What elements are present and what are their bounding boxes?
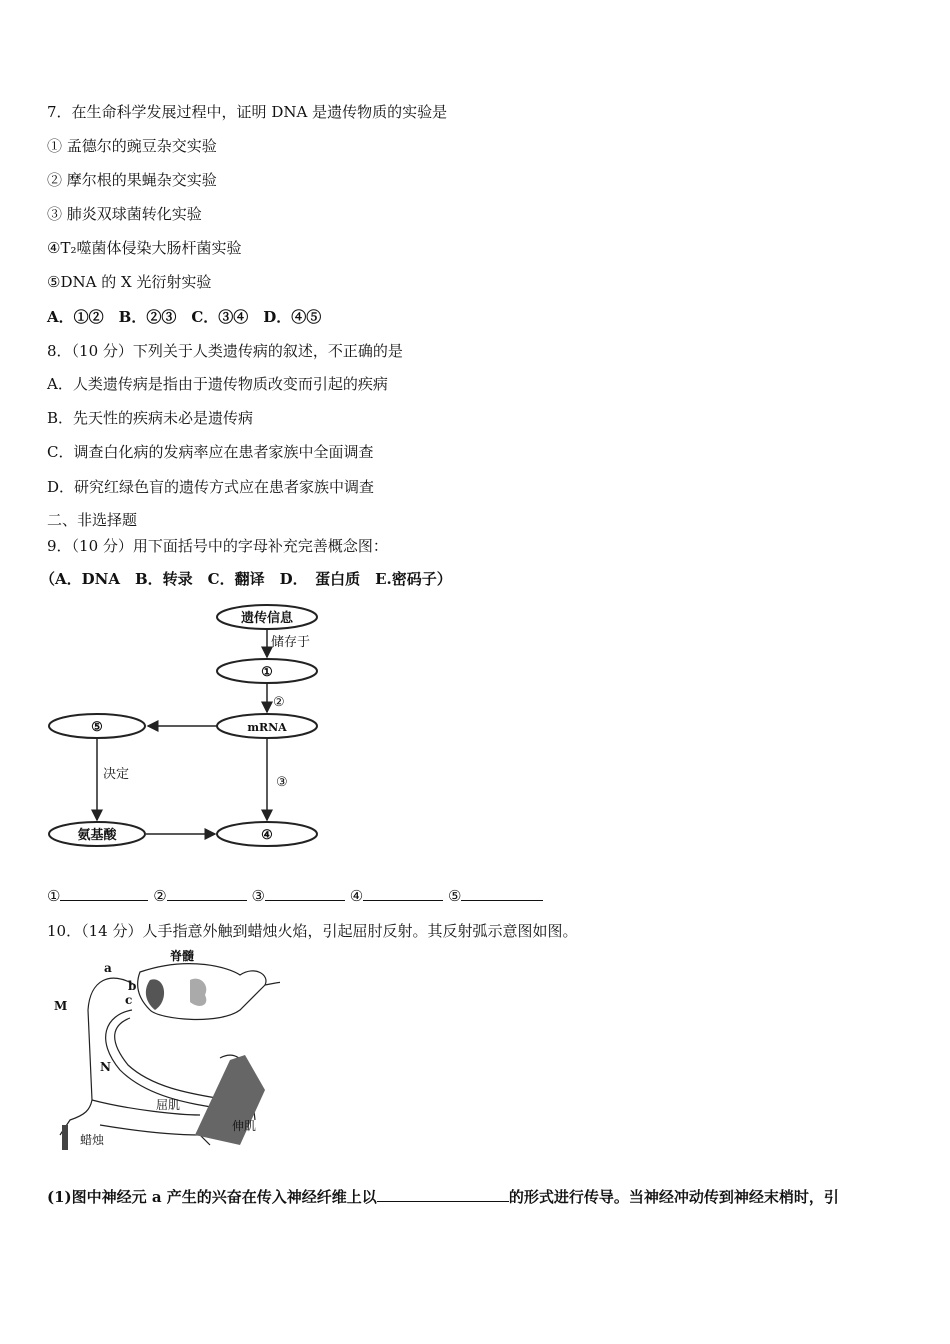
answer-blank[interactable] <box>265 886 345 901</box>
label-extensor: 伸肌 <box>232 1119 257 1133</box>
answer-blank[interactable] <box>60 886 148 901</box>
edge-label: ② <box>273 695 285 710</box>
edge-label: 决定 <box>103 767 130 782</box>
blank-label: ③ <box>251 887 265 905</box>
node-label: ④ <box>261 828 273 843</box>
label-spinal: 脊髓 <box>170 949 195 963</box>
q7-item: ④T₂噬菌体侵染大肠杆菌实验 <box>47 239 242 257</box>
q10-stem: 10．（14 分）人手指意外触到蜡烛火焰，引起屈肘反射。其反射弧示意图如图。 <box>47 922 578 940</box>
q7-item: ① 孟德尔的豌豆杂交实验 <box>47 137 217 155</box>
q9-blanks <box>47 886 543 906</box>
label-c: c <box>125 993 133 1007</box>
answer-blank[interactable] <box>363 886 443 901</box>
node-label: ⑤ <box>91 720 103 735</box>
label-a: a <box>104 961 112 975</box>
blank-label: ⑤ <box>447 887 462 905</box>
q7-item: ⑤DNA 的 X 光衍射实验 <box>47 273 212 291</box>
sub1-text: (1)图中神经元 a 产生的兴奋在传入神经纤维上以 <box>47 1188 377 1206</box>
q8-option: B．先天性的疾病未必是遗传病 <box>47 409 254 427</box>
q7-stem: 7．在生命科学发展过程中，证明 DNA 是遗传物质的实验是 <box>47 103 448 121</box>
label-candle: 蜡烛 <box>80 1133 105 1147</box>
q10-sub1 <box>47 1187 839 1207</box>
q8-option: A．人类遗传病是指由于遗传物质改变而引起的疾病 <box>47 375 388 393</box>
answer-blank[interactable] <box>377 1187 509 1202</box>
q8-option: D．研究红绿色盲的遗传方式应在患者家族中调查 <box>47 478 375 496</box>
label-flexor: 屈肌 <box>156 1098 181 1112</box>
q7-item: ③ 肺炎双球菌转化实验 <box>47 205 202 223</box>
section-heading: 二、非选择题 <box>47 511 138 529</box>
q7-item: ② 摩尔根的果蝇杂交实验 <box>47 171 217 189</box>
q9-choices: （A．DNA B．转录 C．翻译 D． 蛋白质 E.密码子） <box>40 570 452 588</box>
sub1-text: 的形式进行传导。当神经冲动传到神经末梢时，引 <box>508 1188 839 1206</box>
node-label: ① <box>261 665 273 680</box>
label-M: M <box>54 999 68 1013</box>
blank-label: ④ <box>349 887 364 905</box>
spinal-gray-matter <box>146 979 164 1010</box>
q7-options: A．①② B．②③ C．③④ D．④⑤ <box>47 308 322 326</box>
node-label: mRNA <box>247 721 287 734</box>
answer-blank[interactable] <box>167 886 247 901</box>
q8-option: C．调查白化病的发病率应在患者家族中全面调查 <box>47 443 374 461</box>
blank-label: ② <box>153 887 167 905</box>
node-label: 遗传信息 <box>240 611 294 626</box>
reflex-arc-figure <box>40 940 280 1160</box>
node-label: 氨基酸 <box>77 828 117 843</box>
blank-label: ① <box>47 887 61 905</box>
q9-stem: 9．（10 分）用下面括号中的字母补充完善概念图： <box>47 537 388 555</box>
edge-label: 储存于 <box>271 635 311 650</box>
label-N: N <box>100 1060 111 1074</box>
edge-label: ③ <box>276 775 288 790</box>
q8-stem: 8．（10 分）下列关于人类遗传病的叙述，不正确的是 <box>47 342 403 360</box>
label-b: b <box>128 979 137 993</box>
answer-blank[interactable] <box>461 886 543 901</box>
